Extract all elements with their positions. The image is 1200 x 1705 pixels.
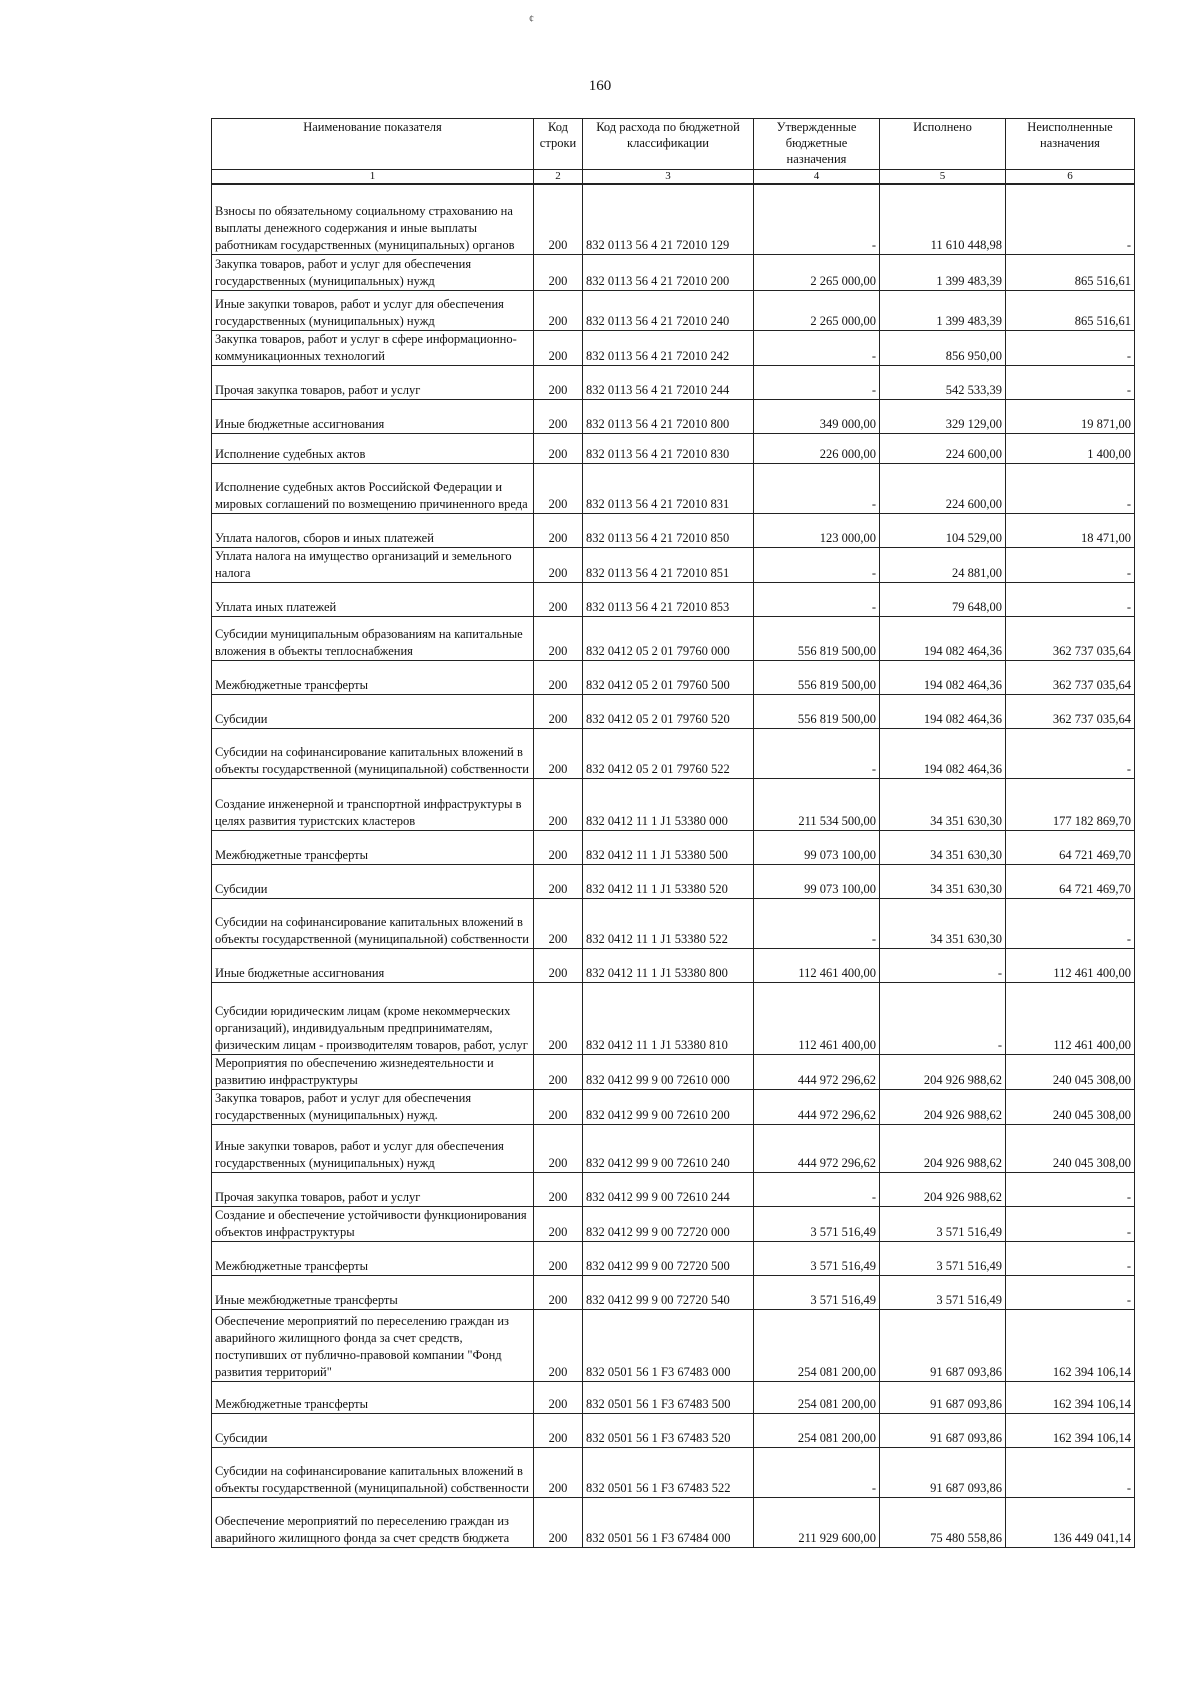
table-row xyxy=(212,330,1135,365)
table-header-row xyxy=(212,119,1135,170)
row-executed: 856 950,00 xyxy=(880,330,1006,365)
row-budget-code: 832 0412 99 9 00 72720 500 xyxy=(583,1241,754,1275)
table-row xyxy=(212,694,1135,728)
row-name: Субсидии муниципальным образованиям на капитальные вложения в объекты теплоснабжения xyxy=(212,616,534,660)
row-budget-code: 832 0113 56 4 21 72010 800 xyxy=(583,399,754,433)
row-line-code: 200 xyxy=(534,728,583,778)
table-row xyxy=(212,982,1135,1054)
table-row xyxy=(212,547,1135,582)
row-budget-code: 832 0113 56 4 21 72010 240 xyxy=(583,290,754,330)
row-unexecuted: 240 045 308,00 xyxy=(1006,1124,1135,1172)
row-line-code: 200 xyxy=(534,184,583,254)
row-approved: 444 972 296,62 xyxy=(754,1089,880,1124)
table-row xyxy=(212,1381,1135,1413)
table-body xyxy=(212,184,1135,1547)
table-row xyxy=(212,830,1135,864)
row-approved: 123 000,00 xyxy=(754,513,880,547)
row-unexecuted: - xyxy=(1006,330,1135,365)
row-unexecuted: - xyxy=(1006,1447,1135,1497)
row-name: Межбюджетные трансферты xyxy=(212,1241,534,1275)
row-unexecuted: 362 737 035,64 xyxy=(1006,694,1135,728)
table-row xyxy=(212,254,1135,290)
row-name: Обеспечение мероприятий по переселению граждан из аварийного жилищного фонда за счет средств бюджета xyxy=(212,1497,534,1547)
row-approved: 2 265 000,00 xyxy=(754,254,880,290)
row-approved: - xyxy=(754,330,880,365)
row-unexecuted: 64 721 469,70 xyxy=(1006,864,1135,898)
row-budget-code: 832 0113 56 4 21 72010 850 xyxy=(583,513,754,547)
row-budget-code: 832 0412 99 9 00 72610 244 xyxy=(583,1172,754,1206)
row-approved: - xyxy=(754,547,880,582)
table-row xyxy=(212,948,1135,982)
row-name: Иные закупки товаров, работ и услуг для обеспечения государственных (муниципальных) нужд xyxy=(212,290,534,330)
row-line-code: 200 xyxy=(534,463,583,513)
row-budget-code: 832 0113 56 4 21 72010 242 xyxy=(583,330,754,365)
row-name: Исполнение судебных актов xyxy=(212,433,534,463)
row-executed: 24 881,00 xyxy=(880,547,1006,582)
row-unexecuted: 162 394 106,14 xyxy=(1006,1309,1135,1381)
row-line-code: 200 xyxy=(534,399,583,433)
row-budget-code: 832 0113 56 4 21 72010 830 xyxy=(583,433,754,463)
budget-execution-table xyxy=(211,118,1135,1548)
row-unexecuted: 162 394 106,14 xyxy=(1006,1381,1135,1413)
scan-mark: ¢ xyxy=(529,14,534,25)
row-budget-code: 832 0501 56 1 F3 67483 522 xyxy=(583,1447,754,1497)
table-row xyxy=(212,184,1135,254)
row-approved: 556 819 500,00 xyxy=(754,660,880,694)
row-unexecuted: 865 516,61 xyxy=(1006,254,1135,290)
row-approved: - xyxy=(754,582,880,616)
row-name: Межбюджетные трансферты xyxy=(212,1381,534,1413)
row-name: Субсидии на софинансирование капитальных вложений в объекты государственной (муниципальной) собственности xyxy=(212,1447,534,1497)
row-name: Взносы по обязательному социальному страхованию на выплаты денежного содержания и иные выплаты работникам государственных (муниципальных) органов xyxy=(212,184,534,254)
row-approved: - xyxy=(754,365,880,399)
row-approved: - xyxy=(754,463,880,513)
row-name: Иные бюджетные ассигнования xyxy=(212,948,534,982)
row-line-code: 200 xyxy=(534,1497,583,1547)
column-number: 1 xyxy=(212,170,534,185)
column-header-unexecuted: Неисполненные назначения xyxy=(1006,119,1135,170)
row-line-code: 200 xyxy=(534,1309,583,1381)
row-executed: 204 926 988,62 xyxy=(880,1089,1006,1124)
row-line-code: 200 xyxy=(534,830,583,864)
row-line-code: 200 xyxy=(534,1381,583,1413)
table-row xyxy=(212,660,1135,694)
column-number: 3 xyxy=(583,170,754,185)
table-row xyxy=(212,1206,1135,1241)
row-approved: 349 000,00 xyxy=(754,399,880,433)
row-executed: 34 351 630,30 xyxy=(880,864,1006,898)
row-unexecuted: - xyxy=(1006,728,1135,778)
row-approved: - xyxy=(754,898,880,948)
row-executed: - xyxy=(880,948,1006,982)
row-line-code: 200 xyxy=(534,513,583,547)
row-name: Субсидии xyxy=(212,694,534,728)
row-executed: 75 480 558,86 xyxy=(880,1497,1006,1547)
row-budget-code: 832 0501 56 1 F3 67483 500 xyxy=(583,1381,754,1413)
table-row xyxy=(212,513,1135,547)
table-row xyxy=(212,1447,1135,1497)
row-approved: - xyxy=(754,1447,880,1497)
row-executed: 91 687 093,86 xyxy=(880,1381,1006,1413)
row-line-code: 200 xyxy=(534,778,583,830)
row-approved: 444 972 296,62 xyxy=(754,1054,880,1089)
row-unexecuted: - xyxy=(1006,547,1135,582)
row-unexecuted: 64 721 469,70 xyxy=(1006,830,1135,864)
row-unexecuted: 177 182 869,70 xyxy=(1006,778,1135,830)
row-line-code: 200 xyxy=(534,290,583,330)
row-approved: 99 073 100,00 xyxy=(754,864,880,898)
table-row xyxy=(212,1089,1135,1124)
row-name: Иные бюджетные ассигнования xyxy=(212,399,534,433)
row-approved: 254 081 200,00 xyxy=(754,1381,880,1413)
row-unexecuted: - xyxy=(1006,463,1135,513)
row-line-code: 200 xyxy=(534,433,583,463)
row-line-code: 200 xyxy=(534,254,583,290)
table-row xyxy=(212,1172,1135,1206)
row-unexecuted: 240 045 308,00 xyxy=(1006,1089,1135,1124)
row-approved: 211 929 600,00 xyxy=(754,1497,880,1547)
row-line-code: 200 xyxy=(534,1241,583,1275)
table-row xyxy=(212,728,1135,778)
row-executed: 91 687 093,86 xyxy=(880,1309,1006,1381)
row-line-code: 200 xyxy=(534,1172,583,1206)
row-line-code: 200 xyxy=(534,1206,583,1241)
column-number: 5 xyxy=(880,170,1006,185)
row-executed: 1 399 483,39 xyxy=(880,254,1006,290)
row-name: Субсидии юридическим лицам (кроме некоммерческих организаций), индивидуальным предпринимателям, физическим лицам - производителям товаров, работ, услуг xyxy=(212,982,534,1054)
row-unexecuted: - xyxy=(1006,582,1135,616)
row-name: Субсидии на софинансирование капитальных вложений в объекты государственной (муниципальной) собственности xyxy=(212,728,534,778)
table-row xyxy=(212,463,1135,513)
row-executed: 3 571 516,49 xyxy=(880,1206,1006,1241)
column-header-approved: Утвержденные бюджетные назначения xyxy=(754,119,880,170)
row-line-code: 200 xyxy=(534,1413,583,1447)
table-row xyxy=(212,365,1135,399)
row-name: Субсидии xyxy=(212,1413,534,1447)
table-row xyxy=(212,1054,1135,1089)
row-name: Закупка товаров, работ и услуг для обеспечения государственных (муниципальных) нужд. xyxy=(212,1089,534,1124)
row-executed: 329 129,00 xyxy=(880,399,1006,433)
row-executed: 3 571 516,49 xyxy=(880,1275,1006,1309)
row-approved: 112 461 400,00 xyxy=(754,982,880,1054)
column-header-kbk: Код расхода по бюджетной классификации xyxy=(583,119,754,170)
row-approved: 254 081 200,00 xyxy=(754,1413,880,1447)
row-line-code: 200 xyxy=(534,582,583,616)
row-unexecuted: - xyxy=(1006,1241,1135,1275)
column-header-executed: Исполнено xyxy=(880,119,1006,170)
row-budget-code: 832 0113 56 4 21 72010 851 xyxy=(583,547,754,582)
row-budget-code: 832 0412 11 1 J1 53380 520 xyxy=(583,864,754,898)
row-unexecuted: 18 471,00 xyxy=(1006,513,1135,547)
row-line-code: 200 xyxy=(534,982,583,1054)
row-name: Прочая закупка товаров, работ и услуг xyxy=(212,365,534,399)
row-unexecuted: 362 737 035,64 xyxy=(1006,660,1135,694)
row-approved: 3 571 516,49 xyxy=(754,1275,880,1309)
table-row xyxy=(212,864,1135,898)
row-unexecuted: 112 461 400,00 xyxy=(1006,948,1135,982)
row-executed: 34 351 630,30 xyxy=(880,778,1006,830)
row-budget-code: 832 0412 99 9 00 72610 240 xyxy=(583,1124,754,1172)
row-unexecuted: 240 045 308,00 xyxy=(1006,1054,1135,1089)
row-unexecuted: - xyxy=(1006,1275,1135,1309)
row-budget-code: 832 0412 11 1 J1 53380 000 xyxy=(583,778,754,830)
row-line-code: 200 xyxy=(534,660,583,694)
row-executed: 79 648,00 xyxy=(880,582,1006,616)
row-name: Уплата налога на имущество организаций и земельного налога xyxy=(212,547,534,582)
row-line-code: 200 xyxy=(534,547,583,582)
row-name: Прочая закупка товаров, работ и услуг xyxy=(212,1172,534,1206)
row-name: Обеспечение мероприятий по переселению граждан из аварийного жилищного фонда за счет средств, поступивших от публично-правовой компании "Фонд развития территорий" xyxy=(212,1309,534,1381)
row-executed: 34 351 630,30 xyxy=(880,898,1006,948)
table-row xyxy=(212,1124,1135,1172)
row-executed: 194 082 464,36 xyxy=(880,728,1006,778)
row-executed: 3 571 516,49 xyxy=(880,1241,1006,1275)
row-approved: 3 571 516,49 xyxy=(754,1241,880,1275)
row-executed: 91 687 093,86 xyxy=(880,1447,1006,1497)
table-row xyxy=(212,582,1135,616)
row-name: Иные межбюджетные трансферты xyxy=(212,1275,534,1309)
row-line-code: 200 xyxy=(534,864,583,898)
row-executed: 194 082 464,36 xyxy=(880,660,1006,694)
row-executed: 542 533,39 xyxy=(880,365,1006,399)
row-approved: - xyxy=(754,728,880,778)
row-unexecuted: 362 737 035,64 xyxy=(1006,616,1135,660)
column-header-code: Код строки xyxy=(534,119,583,170)
row-name: Уплата иных платежей xyxy=(212,582,534,616)
row-unexecuted: 112 461 400,00 xyxy=(1006,982,1135,1054)
row-unexecuted: - xyxy=(1006,898,1135,948)
row-budget-code: 832 0113 56 4 21 72010 853 xyxy=(583,582,754,616)
row-name: Закупка товаров, работ и услуг в сфере информационно-коммуникационных технологий xyxy=(212,330,534,365)
row-budget-code: 832 0412 99 9 00 72610 200 xyxy=(583,1089,754,1124)
row-budget-code: 832 0412 05 2 01 79760 522 xyxy=(583,728,754,778)
row-budget-code: 832 0501 56 1 F3 67484 000 xyxy=(583,1497,754,1547)
row-budget-code: 832 0501 56 1 F3 67483 000 xyxy=(583,1309,754,1381)
row-line-code: 200 xyxy=(534,1447,583,1497)
row-name: Уплата налогов, сборов и иных платежей xyxy=(212,513,534,547)
row-budget-code: 832 0412 99 9 00 72720 000 xyxy=(583,1206,754,1241)
row-name: Межбюджетные трансферты xyxy=(212,660,534,694)
row-name: Исполнение судебных актов Российской Федерации и мировых соглашений по возмещению причиненного вреда xyxy=(212,463,534,513)
row-name: Мероприятия по обеспечению жизнедеятельности и развитию инфраструктуры xyxy=(212,1054,534,1089)
row-line-code: 200 xyxy=(534,948,583,982)
row-executed: 224 600,00 xyxy=(880,463,1006,513)
column-number: 2 xyxy=(534,170,583,185)
row-line-code: 200 xyxy=(534,330,583,365)
table-row xyxy=(212,616,1135,660)
row-budget-code: 832 0412 05 2 01 79760 520 xyxy=(583,694,754,728)
row-budget-code: 832 0412 11 1 J1 53380 800 xyxy=(583,948,754,982)
row-name: Закупка товаров, работ и услуг для обеспечения государственных (муниципальных) нужд xyxy=(212,254,534,290)
row-executed: 194 082 464,36 xyxy=(880,694,1006,728)
row-approved: 556 819 500,00 xyxy=(754,694,880,728)
row-approved: 211 534 500,00 xyxy=(754,778,880,830)
row-executed: 11 610 448,98 xyxy=(880,184,1006,254)
row-approved: 2 265 000,00 xyxy=(754,290,880,330)
row-budget-code: 832 0113 56 4 21 72010 244 xyxy=(583,365,754,399)
table-row xyxy=(212,1241,1135,1275)
row-name: Межбюджетные трансферты xyxy=(212,830,534,864)
row-executed: - xyxy=(880,982,1006,1054)
row-budget-code: 832 0412 05 2 01 79760 500 xyxy=(583,660,754,694)
row-line-code: 200 xyxy=(534,1275,583,1309)
table-row xyxy=(212,290,1135,330)
row-executed: 104 529,00 xyxy=(880,513,1006,547)
row-line-code: 200 xyxy=(534,1054,583,1089)
row-approved: 444 972 296,62 xyxy=(754,1124,880,1172)
row-approved: 556 819 500,00 xyxy=(754,616,880,660)
row-unexecuted: 865 516,61 xyxy=(1006,290,1135,330)
row-unexecuted: - xyxy=(1006,1172,1135,1206)
row-budget-code: 832 0113 56 4 21 72010 200 xyxy=(583,254,754,290)
row-unexecuted: 1 400,00 xyxy=(1006,433,1135,463)
row-budget-code: 832 0412 05 2 01 79760 000 xyxy=(583,616,754,660)
table-row xyxy=(212,1413,1135,1447)
row-executed: 224 600,00 xyxy=(880,433,1006,463)
column-header-name: Наименование показателя xyxy=(212,119,534,170)
row-budget-code: 832 0412 11 1 J1 53380 810 xyxy=(583,982,754,1054)
row-executed: 204 926 988,62 xyxy=(880,1172,1006,1206)
row-line-code: 200 xyxy=(534,898,583,948)
row-name: Создание и обеспечение устойчивости функционирования объектов инфраструктуры xyxy=(212,1206,534,1241)
table-row xyxy=(212,399,1135,433)
column-number: 4 xyxy=(754,170,880,185)
row-approved: 99 073 100,00 xyxy=(754,830,880,864)
row-budget-code: 832 0113 56 4 21 72010 129 xyxy=(583,184,754,254)
table-row xyxy=(212,433,1135,463)
row-approved: - xyxy=(754,1172,880,1206)
row-budget-code: 832 0412 11 1 J1 53380 500 xyxy=(583,830,754,864)
row-executed: 204 926 988,62 xyxy=(880,1124,1006,1172)
row-name: Субсидии xyxy=(212,864,534,898)
row-approved: 254 081 200,00 xyxy=(754,1309,880,1381)
row-executed: 1 399 483,39 xyxy=(880,290,1006,330)
row-line-code: 200 xyxy=(534,1089,583,1124)
row-name: Создание инженерной и транспортной инфраструктуры в целях развития туристских кластеров xyxy=(212,778,534,830)
row-line-code: 200 xyxy=(534,616,583,660)
table-row xyxy=(212,1309,1135,1381)
row-unexecuted: - xyxy=(1006,1206,1135,1241)
row-line-code: 200 xyxy=(534,1124,583,1172)
row-approved: - xyxy=(754,184,880,254)
row-executed: 204 926 988,62 xyxy=(880,1054,1006,1089)
row-unexecuted: 162 394 106,14 xyxy=(1006,1413,1135,1447)
row-budget-code: 832 0501 56 1 F3 67483 520 xyxy=(583,1413,754,1447)
table-row xyxy=(212,1497,1135,1547)
row-approved: 226 000,00 xyxy=(754,433,880,463)
table-row xyxy=(212,778,1135,830)
row-name: Субсидии на софинансирование капитальных вложений в объекты государственной (муниципальной) собственности xyxy=(212,898,534,948)
row-approved: 3 571 516,49 xyxy=(754,1206,880,1241)
column-number-row xyxy=(212,170,1135,185)
row-budget-code: 832 0113 56 4 21 72010 831 xyxy=(583,463,754,513)
row-unexecuted: - xyxy=(1006,365,1135,399)
row-unexecuted: 19 871,00 xyxy=(1006,399,1135,433)
row-approved: 112 461 400,00 xyxy=(754,948,880,982)
row-name: Иные закупки товаров, работ и услуг для обеспечения государственных (муниципальных) нужд xyxy=(212,1124,534,1172)
page-number: 160 xyxy=(588,78,612,94)
row-line-code: 200 xyxy=(534,365,583,399)
table-row xyxy=(212,898,1135,948)
row-executed: 34 351 630,30 xyxy=(880,830,1006,864)
row-budget-code: 832 0412 99 9 00 72720 540 xyxy=(583,1275,754,1309)
row-budget-code: 832 0412 99 9 00 72610 000 xyxy=(583,1054,754,1089)
row-executed: 194 082 464,36 xyxy=(880,616,1006,660)
row-line-code: 200 xyxy=(534,694,583,728)
row-budget-code: 832 0412 11 1 J1 53380 522 xyxy=(583,898,754,948)
row-executed: 91 687 093,86 xyxy=(880,1413,1006,1447)
row-unexecuted: 136 449 041,14 xyxy=(1006,1497,1135,1547)
table-row xyxy=(212,1275,1135,1309)
column-number: 6 xyxy=(1006,170,1135,185)
row-unexecuted: - xyxy=(1006,184,1135,254)
